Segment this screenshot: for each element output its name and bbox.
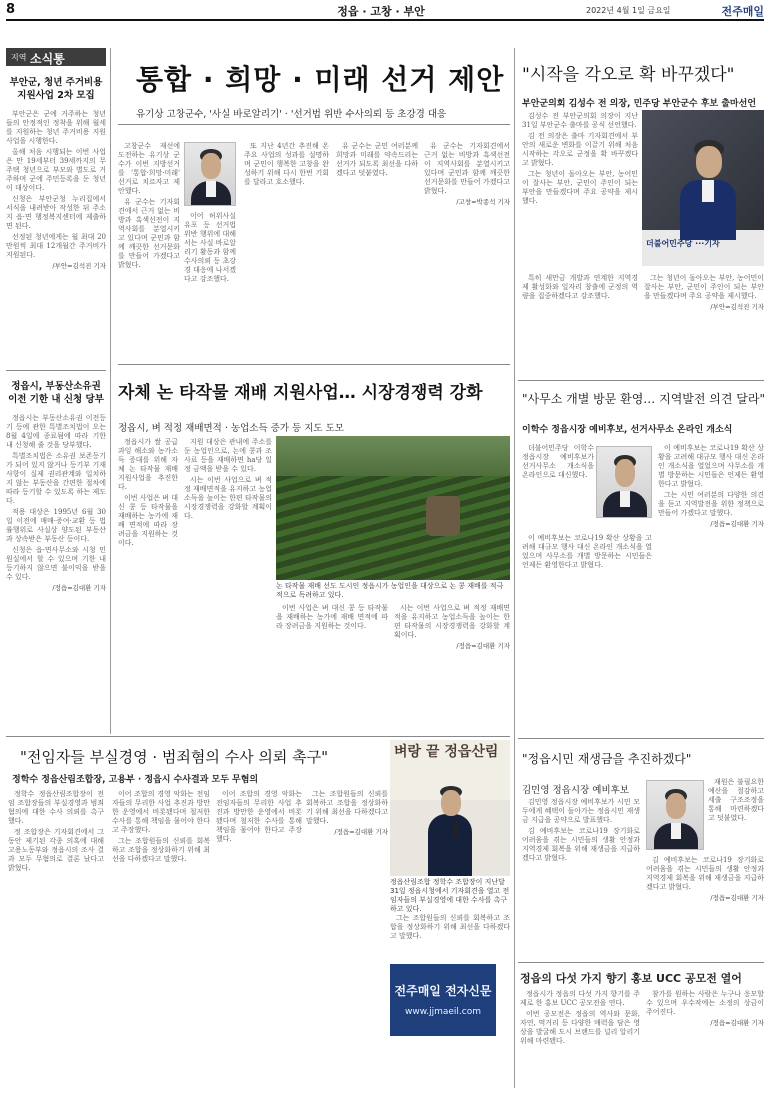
paragraph: 그는 조합원들의 신뢰를 회복하고 조합을 정상화하기 위해 최선을 다하겠다고 말했다.	[112, 837, 210, 863]
paragraph: 올해 처음 시행되는 이번 사업은 만 19세부터 39세까지의 무주택 청년으로 부모와 별도로 거주하며 군에 주민등록을 둔 청년이 대상이다.	[6, 148, 106, 192]
lead-body-col5	[424, 142, 510, 352]
right-column-rule	[514, 48, 515, 1088]
ucc-headline: 정읍의 다섯 가지 향기 홍보 UCC 공모전 열어	[520, 972, 742, 985]
page-header	[6, 2, 764, 18]
feature-body-col2	[184, 438, 272, 728]
right3-subheadline: 김민영 정읍시장 예비후보	[522, 785, 629, 796]
sidebar-item1-title	[6, 76, 106, 102]
paragraph: 정읍시가 쌀 공급과잉 해소와 농가소득 증대를 위해 자체 논 타작물 재배 지원사업을 추진한다.	[118, 438, 178, 491]
paragraph: 재원은 불필요한 예산을 절감하고 세출 구조조정을 통해 마련하겠다고 덧붙였다.	[708, 778, 764, 822]
bottom-body-col4	[306, 790, 388, 1088]
lead-body-col3	[244, 142, 329, 342]
byline: /정읍=김대환 기자	[710, 520, 764, 528]
sidebar-item2-body	[6, 414, 106, 744]
paragraph: 그는 청년이 돌아오는 부안, 농어민이 잘사는 부안, 군민이 주인이 되는 부안을 만들겠다며 주요 공약을 제시했다.	[644, 274, 764, 300]
paragraph: 특별조치법은 소유권 보존등기가 되어 있지 않거나 등기부 기재사항이 실제 권리관계와 일치하지 않는 부동산을 간편한 절차에 따라 등기할 수 있도록 하는 제도다.	[6, 452, 106, 505]
paragraph: 김 전 의장은 출마 기자회견에서 부안의 새로운 변화를 이끌기 위해 처음 시작하는 각오로 군정을 확 바꾸겠다고 밝혔다.	[522, 132, 638, 167]
bottom-body-col1	[8, 790, 104, 1088]
sidebar-divider	[6, 370, 106, 371]
bottom-body-col5	[390, 914, 510, 960]
paragraph: 신청은 읍·면사무소와 시청 민원실에서 할 수 있으며 기한 내 등기하지 않으면 불이익을 받을 수 있다.	[6, 546, 106, 581]
byline: /부안=김석진 기자	[52, 262, 106, 270]
bottom-photo-sign: 벼랑 끝 정읍산림	[394, 744, 499, 760]
bottom-press-photo	[390, 740, 510, 876]
paragraph: 그는 조합원들의 신뢰를 회복하고 조합을 정상화하기 위해 최선을 다하겠다고 말했다.	[390, 914, 510, 940]
byline: /정읍=김대환 기자	[456, 642, 510, 650]
ucc-top-rule	[518, 962, 764, 963]
paragraph: 그는 청년이 돌아오는 부안, 농어민이 잘사는 부안, 군민이 주인이 되는 부안을 만들겠다며 주요 공약을 제시했다.	[522, 170, 638, 205]
ad-title: 전주매일 전자신문	[394, 984, 492, 998]
bottom-top-rule	[6, 736, 510, 737]
right2-body-col2	[658, 444, 764, 730]
byline: /정읍=김대환 기자	[334, 828, 388, 836]
section-title: 정읍 · 고창 · 부안	[337, 5, 425, 18]
paragraph: 이 예비후보는 코로나19 확산 상황을 고려해 대규모 행사 대신 온라인 개소식을 열었으며 사무소를 개별 방문하는 시민들은 언제든 환영한다고 밝혔다.	[658, 444, 764, 488]
paragraph: 시는 이번 사업으로 벼 적정 재배면적을 유지하고 농업소득을 높이는 한편 타작물의 시장경쟁력을 강화할 계획이다.	[394, 604, 510, 639]
bottom-body-col2	[112, 790, 210, 1088]
right1-divider	[518, 380, 764, 381]
paragraph: 시는 이번 사업으로 벼 적정 재배면적을 유지하고 농업소득을 높이는 한편 타작물의 시장경쟁력을 강화할 계획이다.	[184, 476, 272, 520]
right3-body-col1	[522, 798, 640, 950]
lead-subheadline: 유기상 고창군수, '사실 바로알리기' · '선거법 위반 수사의뢰 등 초강경 대응	[136, 109, 447, 120]
right2-headline: "사무소 개별 방문 환영… 지역발전 의견 달라"	[522, 392, 765, 406]
paragraph: 이 예비후보는 코로나19 확산 상황을 고려해 대규모 행사 대신 온라인 개소식을 열었으며 사무소를 개별 방문하는 시민들은 언제든 환영한다고 밝혔다.	[522, 534, 652, 569]
paragraph: 유 군수는 군민 여러분께 희망과 미래를 약속드리는 선거가 되도록 최선을 다하겠다고 덧붙였다.	[336, 142, 418, 177]
byline: /부안=김석진 기자	[710, 303, 764, 311]
paragraph: 정학수 정읍산림조합장이 전임 조합장들의 부실경영과 범죄 혐의에 대한 수사 의뢰를 촉구했다.	[8, 790, 104, 825]
byline: /정읍=김대환 기자	[52, 584, 106, 592]
bottom-subheadline: 정학수 정읍산림조합장, 고용부 · 정읍시 수사결과 모두 무혐의	[12, 775, 259, 785]
page-number: 8	[6, 2, 16, 17]
right1-subheadline: 부안군의회 김성수 전 의장, 민주당 부안군수 후보 출마선언	[522, 99, 757, 109]
paragraph: 정읍시는 부동산소유권 이전등기 등에 관한 특별조치법이 오는 8월 4일에 종료됨에 따라 기한 내 신청해 줄 것을 당부했다.	[6, 414, 106, 449]
sidebar-column-rule	[110, 48, 111, 734]
ucc-body-col1	[520, 990, 640, 1088]
right3-body-col2	[708, 778, 764, 858]
right2-divider	[518, 738, 764, 739]
bottom-body-col3	[216, 790, 302, 1088]
paragraph: 김 예비후보는 코로나19 장기화로 어려움을 겪는 시민들의 생활 안정과 지역경제 회복을 위해 재생금을 지급하겠다고 밝혔다.	[646, 856, 764, 891]
right3-body-col3	[646, 856, 764, 954]
sidebar-item1-title-line1: 부안군, 청년 주거비용	[9, 77, 103, 88]
paragraph: 또 지난 4년간 추진해 온 주요 사업의 성과를 설명하며 군민이 행복한 고창을 완성하기 위해 다시 한번 기회를 달라고 호소했다.	[244, 142, 329, 186]
sidebar-item1-body	[6, 110, 106, 360]
right1-headline: "시작을 각오로 확 바꾸겠다"	[522, 65, 735, 85]
right3-headline: "정읍시민 재생금을 추진하겠다"	[522, 752, 692, 766]
bottom-headline: "전임자들 부실경영 · 범죄혐의 수사 의뢰 촉구"	[20, 748, 328, 766]
lead-rule	[118, 124, 510, 125]
right1-photo-sign: 더불어민주당 ···기자	[646, 239, 720, 248]
right2-body-col1b	[522, 534, 652, 734]
byline: /고창=박종석 기자	[456, 198, 510, 206]
right1-body-col1	[522, 112, 638, 272]
lead-body-col2	[184, 212, 236, 342]
feature-body-col1	[118, 438, 178, 728]
paragraph: 정읍시가 정읍의 다섯 가지 향기를 주제로 한 홍보 UCC 공모전을 연다.	[520, 990, 640, 1007]
right2-body-col1a	[522, 444, 594, 534]
paragraph: 이번 사업은 벼 대신 콩 등 타작물을 재배하는 농가에 재배 면적에 따라 장려금을 지원하는 것이다.	[276, 604, 388, 630]
feature-photo-caption: 논 타작물 재배 선도 도시인 정읍시가 농업인을 대상으로 논 콩 재배를 적극적으로 독려하고 있다.	[276, 582, 504, 599]
paragraph: 김민영 정읍시장 예비후보가 시민 모두에게 혜택이 돌아가는 정읍시민 재생금 지급을 공약으로 발표했다.	[522, 798, 640, 824]
badge-title: 소식통	[30, 52, 65, 66]
paragraph: 참가를 원하는 사람은 누구나 응모할 수 있으며 우수작에는 소정의 상금이 주어진다.	[646, 990, 764, 1016]
paragraph: 김 예비후보는 코로나19 장기화로 어려움을 겪는 시민들의 생활 안정과 지역경제 회복을 위해 재생금을 지급하겠다고 밝혔다.	[522, 827, 640, 862]
sidebar-item2-title-line2: 이전 기한 내 신청 당부	[8, 394, 104, 405]
issue-date: 2022년 4월 1일 금요일	[586, 6, 671, 15]
right2-subheadline: 이학수 정읍시장 예비후보, 선거사무소 온라인 개소식	[522, 425, 733, 435]
paragraph: 특히 새만금 개발과 연계한 지역경제 활성화와 일자리 창출에 군정의 역량을 집중하겠다고 강조했다.	[522, 274, 638, 300]
byline: /정읍=김대환 기자	[710, 1019, 764, 1027]
local-news-badge	[6, 48, 106, 66]
header-rule	[6, 19, 764, 21]
right1-body-col3	[644, 274, 764, 374]
right2-portrait-photo	[596, 446, 652, 518]
paragraph: 이어 조합의 경영 악화는 전임자들의 무리한 사업 추진과 방만한 운영에서 비롯됐다며 철저한 수사를 통해 책임을 물어야 한다고 주장했다.	[216, 790, 302, 843]
feature-headline: 자체 논 타작물 재배 지원사업… 시장경쟁력 강화	[118, 383, 483, 403]
paragraph: 유 군수는 기자회견에서 근거 없는 비방과 흑색선전이 지역사회를 분열시키고 있다며 군민과 함께 깨끗한 선거문화를 만들어 가겠다고 밝혔다.	[424, 142, 510, 195]
feature-field-photo	[276, 436, 510, 580]
paragraph: 부안군은 군에 거주하는 청년들의 안정적인 정착을 위해 월세를 지원하는 청년 주거비용 지원사업을 시행한다.	[6, 110, 106, 145]
paragraph: 정 조합장은 기자회견에서 그동안 제기된 각종 의혹에 대해 고용노동부와 정읍시의 조사 결과 모두 무혐의로 결론 났다고 밝혔다.	[8, 828, 104, 872]
byline: /정읍=김대환 기자	[710, 894, 764, 902]
lead-headline: 통합 · 희망 · 미래 선거 제안	[136, 63, 505, 96]
paragraph: 이어 허위사실 유포 등 선거법 위반 행위에 대해서는 사실 바로알리기 활동과 함께 수사의뢰 등 초강경 대응에 나서겠다고 강조했다.	[184, 212, 236, 283]
paragraph: 지원 대상은 관내에 주소를 둔 농업인으로, 논에 콩과 조사료 등을 재배하면 ha당 일정 금액을 받을 수 있다.	[184, 438, 272, 473]
paragraph: 이번 사업은 벼 대신 콩 등 타작물을 재배하는 농가에 재배 면적에 따라 장려금을 지원하는 것이다.	[118, 494, 178, 547]
feature-body-col3	[276, 604, 388, 728]
right1-candidate-photo	[642, 110, 764, 266]
paragraph: 그는 시민 여러분의 다양한 의견을 듣고 지역발전을 위한 정책으로 만들어 가겠다고 말했다.	[658, 491, 764, 517]
paragraph: 김성수 전 부안군의회 의장이 지난 31일 부안군수 출마를 공식 선언했다.	[522, 112, 638, 129]
feature-subheadline: 정읍시, 벼 적정 재배면적 · 농업소득 증가 등 지도 도모	[118, 423, 344, 434]
lead-portrait-photo	[184, 142, 236, 206]
lead-body-col4	[336, 142, 418, 342]
lead-body-col1	[118, 142, 180, 342]
paragraph: 고창군수 재선에 도전하는 유기상 군수가 이번 지방선거를 '통합·희망·미래' 선거로 치르자고 제안했다.	[118, 142, 180, 195]
badge-prefix: 지역	[11, 53, 27, 62]
paragraph: 더불어민주당 이학수 정읍시장 예비후보가 선거사무소 개소식을 온라인으로 대신했다.	[522, 444, 594, 479]
ucc-body-col2	[646, 990, 764, 1088]
ad-url[interactable]: www.jjmaeil.com	[404, 1007, 482, 1017]
paragraph: 이번 공모전은 정읍의 역사와 문화, 자연, 먹거리 등 다양한 매력을 담은 영상을 발굴해 도시 브랜드를 널리 알리기 위해 마련됐다.	[520, 1010, 640, 1045]
feature-top-rule	[118, 364, 510, 365]
paragraph: 이어 조합의 경영 악화는 전임자들의 무리한 사업 추진과 방만한 운영에서 비롯됐다며 철저한 수사를 통해 책임을 물어야 한다고 주장했다.	[112, 790, 210, 834]
newspaper-brand: 전주매일	[721, 5, 764, 18]
sidebar-item1-title-line2: 지원사업 2차 모집	[17, 90, 95, 101]
bottom-photo-caption: 정읍산림조합 정학수 조합장이 지난달 31일 정읍시청에서 기자회견을 열고 전임자들의 부실경영에 대한 수사를 촉구하고 있다.	[390, 878, 510, 913]
right3-portrait-photo	[646, 780, 704, 850]
paragraph: 신청은 부안군청 누리집에서 서식을 내려받아 작성한 뒤 주소지 읍·면 행정복지센터에 제출하면 된다.	[6, 195, 106, 230]
sidebar-item2-title	[6, 380, 106, 406]
sidebar-item2-title-line1: 정읍시, 부동산소유권	[11, 381, 101, 392]
feature-body-col4	[394, 604, 510, 728]
paragraph: 적용 대상은 1995년 6월 30일 이전에 매매·증여·교환 등 법률행위로 사실상 양도된 부동산과 상속받은 부동산 등이다.	[6, 508, 106, 543]
paragraph: 그는 조합원들의 신뢰를 회복하고 조합을 정상화하기 위해 최선을 다하겠다고 말했다.	[306, 790, 388, 825]
paragraph: 선정된 청년에게는 월 최대 20만원씩 최대 12개월간 주거비가 지원된다.	[6, 233, 106, 259]
e-newspaper-ad[interactable]	[390, 964, 496, 1036]
right1-body-col2	[522, 274, 638, 374]
paragraph: 유 군수는 기자회견에서 근거 없는 비방과 흑색선전이 지역사회를 분열시키고 있다며 군민과 함께 깨끗한 선거문화를 만들어 가겠다고 밝혔다.	[118, 198, 180, 269]
